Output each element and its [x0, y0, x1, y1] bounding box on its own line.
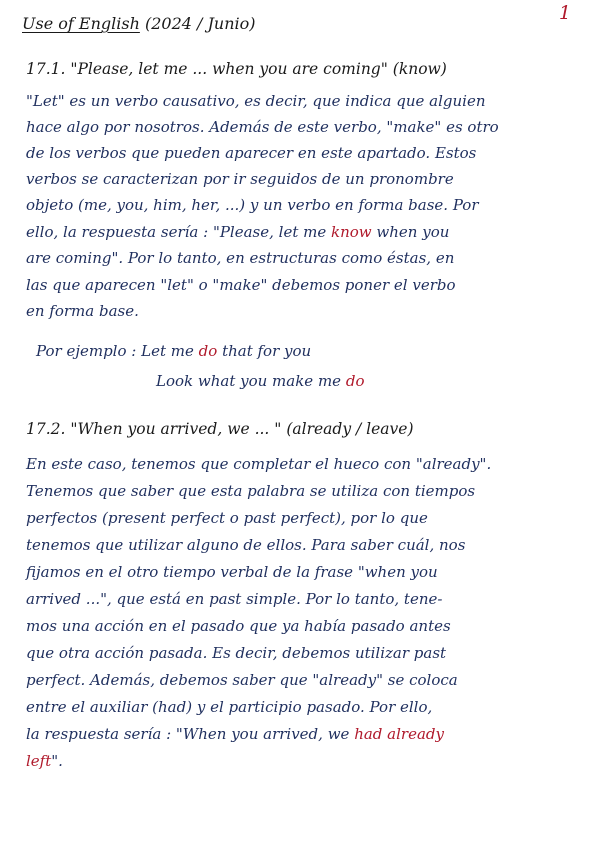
q2-line-10: entre el auxiliar (had) y el participio pasado. Por ello,: [26, 698, 433, 716]
q2-line-1: En este caso, tenemos que completar el hueco con "already".: [26, 455, 492, 473]
q1-line-3: de los verbos que pueden aparecer en este apartado. Estos: [26, 144, 477, 162]
q1-example-label: Por ejemplo :: [36, 342, 137, 360]
q1-line-7: are coming". Por lo tanto, en estructuras como éstas, en: [26, 249, 455, 267]
q1-answer-word: know: [331, 223, 372, 241]
q1-example-2: [156, 372, 364, 390]
q1-line-2: hace algo por nosotros. Además de este verbo, "make" es otro: [26, 118, 499, 136]
q2-line-8: que otra acción pasada. Es decir, debemos utilizar past: [26, 644, 447, 662]
q2-answer-words: had already: [354, 725, 444, 743]
q2-line-6: arrived ...", que está en past simple. Por lo tanto, tene-: [26, 590, 443, 608]
header-title: Use of English: [22, 14, 140, 33]
q1-example-1-word: do: [198, 342, 218, 360]
question-2-title: 17.2. "When you arrived, we ... " (already / leave): [26, 420, 414, 438]
q2-line-12: [26, 752, 63, 770]
q1-example-1: [36, 342, 311, 360]
q2-line-4: tenemos que utilizar alguno de ellos. Para saber cuál, nos: [26, 536, 466, 554]
q2-line-7: mos una acción en el pasado que ya había pasado antes: [26, 617, 451, 635]
q2-line-11: [26, 725, 444, 743]
q1-line-6: [26, 223, 449, 241]
q2-line-3: perfectos (present perfect o past perfect), por lo que: [26, 509, 428, 527]
q2-line-5: fijamos en el otro tiempo verbal de la frase "when you: [26, 563, 438, 581]
header-subtitle: (2024 / Junio): [144, 14, 256, 33]
q1-example-2-before: Look what you make me: [156, 372, 342, 390]
page-number: 1: [558, 2, 571, 24]
q2-line-2: Tenemos que saber que esta palabra se utiliza con tiempos: [26, 482, 476, 500]
q1-example-1-after: that for you: [222, 342, 312, 360]
q1-line-8: las que aparecen "let" o "make" debemos poner el verbo: [26, 276, 456, 294]
q1-line-5: objeto (me, you, him, her, ...) y un verbo en forma base. Por: [26, 196, 479, 214]
page-header: [22, 14, 256, 33]
q2-line-9: perfect. Además, debemos saber que "already" se coloca: [26, 671, 458, 689]
q1-answer-after: when you: [376, 223, 450, 241]
q2-answer-end-tail: ".: [51, 752, 63, 770]
q1-line-6-text: ello, la respuesta sería : "Please, let me: [26, 223, 327, 241]
q1-example-1-before: Let me: [141, 342, 194, 360]
q2-answer-end: left: [26, 752, 52, 770]
question-1-title: 17.1. "Please, let me ... when you are coming" (know): [26, 60, 447, 78]
q1-line-1: "Let" es un verbo causativo, es decir, que indica que alguien: [26, 92, 486, 110]
q2-line-11-text: la respuesta sería : "When you arrived, we: [26, 725, 350, 743]
q1-line-9: en forma base.: [26, 302, 139, 320]
q1-line-4: verbos se caracterizan por ir seguidos de un pronombre: [26, 170, 454, 188]
q1-example-2-word: do: [345, 372, 365, 390]
